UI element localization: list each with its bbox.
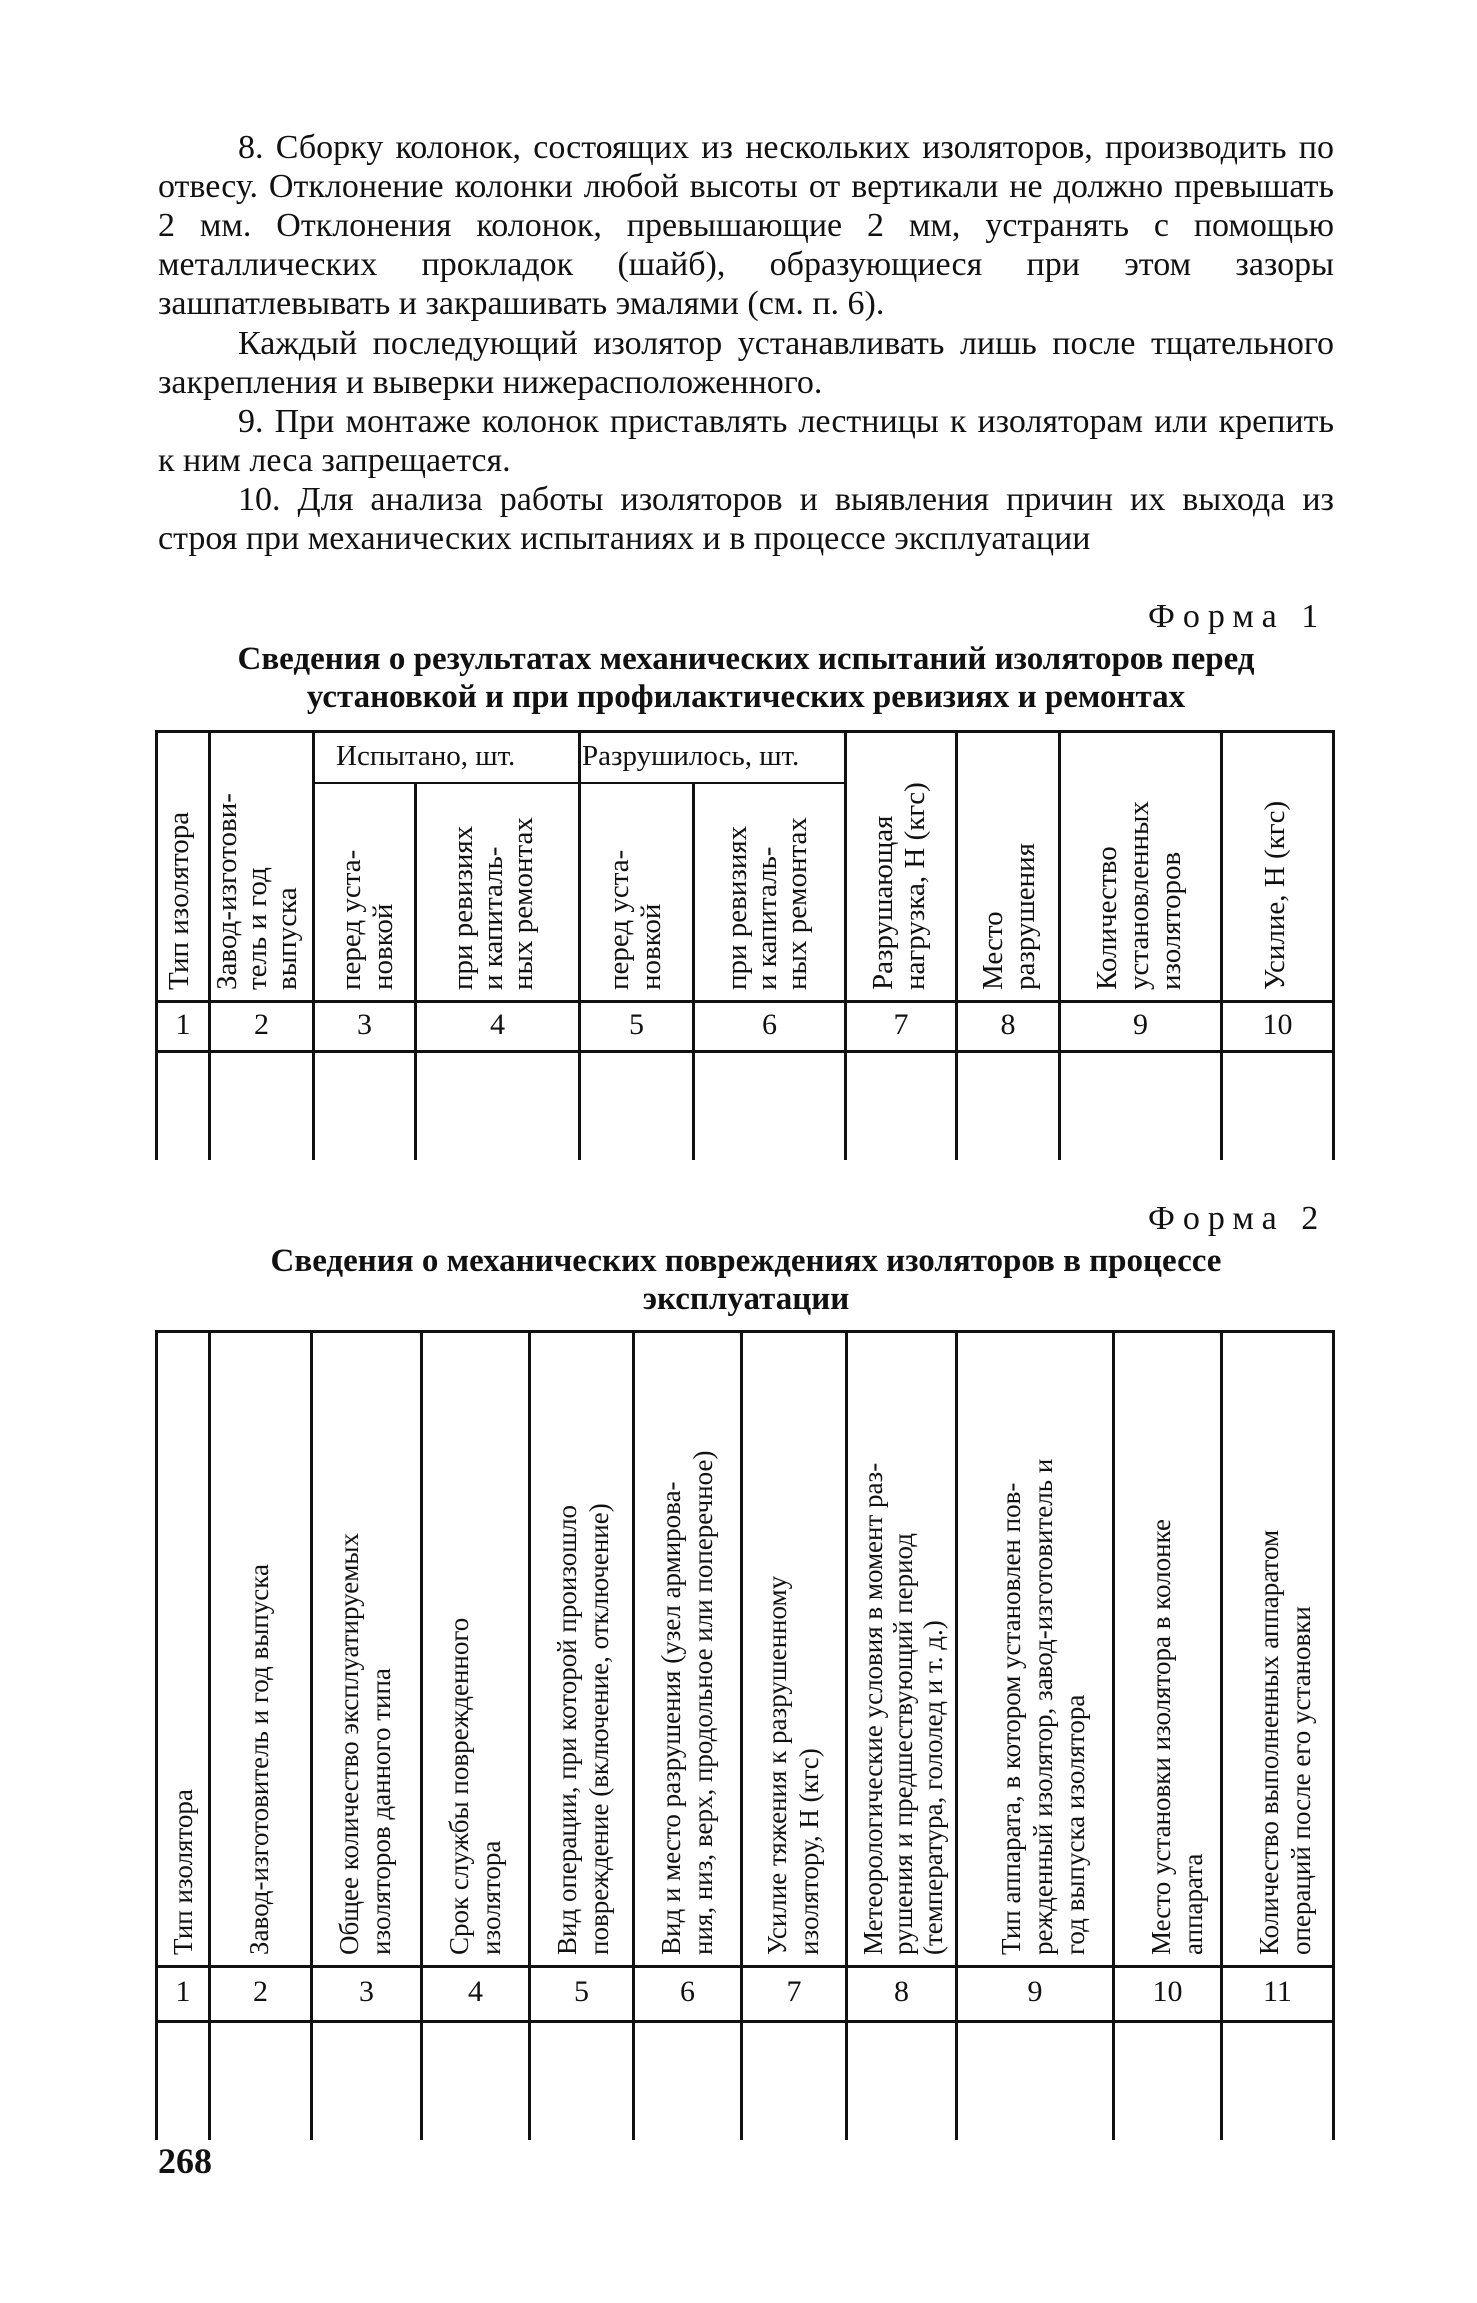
form1-col-tested-before-1: перед уста- (335, 849, 367, 990)
form1-num-8: 8 (1000, 1008, 1016, 1041)
form1-title: Сведения о результатах механических испытаний изоляторов перед установкой и при профилактических ревизиях и ремонтах (237, 641, 1255, 715)
form1-col-load-2: нагрузка, Н (кгс) (899, 782, 931, 990)
form1-col-tested-rev-3: ных ремонтах (507, 817, 539, 990)
form1-group-destroyed: Разрушилось, шт. (582, 740, 800, 772)
form2-col-operations-2: операций после его установки (1286, 1606, 1316, 1955)
form2-col-service-1: Срок службы поврежденного (444, 1617, 474, 1955)
paragraph-8-continued: Каждый последующий изолятор устанавливать лишь после тщательного закрепления и выверки нижерасположенного. (158, 325, 1334, 401)
form1-col-count-1: Количество (1091, 846, 1123, 990)
form2-col-position-1: Место установки изолятора в колонке (1146, 1518, 1176, 1955)
form2-num-7: 7 (786, 1975, 802, 2008)
form2-col-service-2: изолятора (476, 1840, 506, 1955)
form1-num-3: 3 (357, 1008, 372, 1041)
paragraph-9: 9. При монтаже колонок приставлять лестницы к изоляторам или крепить к ним леса запрещается. (158, 403, 1334, 479)
form1-num-1: 1 (175, 1008, 191, 1041)
paragraph-10: 10. Для анализа работы изоляторов и выявления причин их выхода из строя при механических испытаниях и в процессе эксплуатации (158, 481, 1334, 557)
form2-title: Сведения о механических повреждениях изоляторов в процессе эксплуатации (270, 1243, 1222, 1317)
form2-col-tension-2: изолятору, Н (кгс) (794, 1748, 824, 1955)
form1-col-place-1: Место (977, 911, 1009, 990)
form1-col-destroyed-before-2: новкой (635, 903, 667, 990)
form2-num-3: 3 (359, 1975, 374, 2008)
form1-col-destroyed-before-1: перед уста- (603, 849, 635, 990)
form2-num-5: 5 (574, 1975, 589, 2008)
form1-col-tested-before-2: новкой (367, 903, 399, 990)
form2-num-1: 1 (175, 1975, 191, 2008)
form1-num-4: 4 (490, 1008, 505, 1041)
form2-num-6: 6 (680, 1975, 695, 2008)
form2-col-weather-2: рушения и предшествующий период (888, 1532, 918, 1955)
form2-col-weather-3: (температура, гололед и т. д.) (918, 1620, 948, 1955)
form2-num-9: 9 (1027, 1975, 1043, 2008)
form1-num-10: 10 (1262, 1008, 1293, 1041)
form1-num-6: 6 (762, 1008, 777, 1041)
form1-label: Форма 1 (1148, 598, 1327, 635)
form2-col-type: Тип изолятора (168, 1789, 198, 1955)
form2-col-total-1: Общее количество эксплуатируемых (334, 1532, 364, 1955)
form2-col-damage-2: ния, низ, верх, продольное или поперечное) (688, 1450, 718, 1955)
form2-col-weather-1: Метеорологические условия в момент раз- (858, 1462, 888, 1955)
form1-col-maker-2: тель и год (241, 867, 273, 990)
form2-col-tension-1: Усилие тяжения к разрушенному (762, 1575, 792, 1955)
form2-num-10: 10 (1152, 1975, 1183, 2008)
form2-col-operation-2: повреждение (включение, отключение) (584, 1503, 614, 1955)
form1-col-maker-3: выпуска (271, 887, 303, 990)
paragraph-8: 8. Сборку колонок, состоящих из нескольких изоляторов, производить по отвесу. Отклонение колонки любой высоты от вертикали не должно превышать 2 мм. Отклонения колонок, превышающие 2 мм, устранять с помощью металлических прокладок (шайб), образующиеся при этом зазоры зашпатлевывать и закрашивать эмалями (см. п. 6). (158, 129, 1334, 322)
form1-num-5: 5 (629, 1008, 644, 1041)
form2-num-2: 2 (253, 1975, 268, 2008)
form1-col-destroyed-rev-2: и капиталь- (751, 846, 783, 990)
form1-col-destroyed-rev-3: ных ремонтах (781, 817, 813, 990)
form2-col-operation-1: Вид операции, при которой произошло (552, 1504, 582, 1955)
form1-col-maker-1: Завод-изготови- (211, 793, 243, 990)
form1-col-force: Усилие, Н (кгс) (1259, 800, 1291, 990)
form2-col-maker: Завод-изготовитель и год выпуска (244, 1564, 274, 1955)
form2-col-damage-1: Вид и место разрушения (узел армирова- (656, 1481, 686, 1955)
form2-num-8: 8 (894, 1975, 909, 2008)
form1-col-tested-rev-2: и капиталь- (477, 846, 509, 990)
form2-col-apparatus-2: режденный изолятор, завод-изготовитель и (1028, 1458, 1058, 1955)
page-number: 268 (158, 2141, 212, 2181)
form1-col-destroyed-rev-1: при ревизиях (721, 825, 753, 990)
form2-col-operations-1: Количество выполненных аппаратом (1254, 1529, 1284, 1955)
form2-col-apparatus-1: Тип аппарата, в котором установлен пов- (996, 1482, 1026, 1955)
form2-col-apparatus-3: год выпуска изолятора (1060, 1694, 1090, 1955)
form2-label: Форма 2 (1148, 1200, 1327, 1237)
form2-col-total-2: изоляторов данного типа (366, 1668, 396, 1955)
form1-col-type: Тип изолятора (163, 811, 195, 990)
form2-num-4: 4 (468, 1975, 483, 2008)
form1-group-tested: Испытано, шт. (336, 740, 516, 772)
form1-col-place-2: разрушения (1009, 842, 1041, 990)
form2-col-position-2: аппарата (1178, 1853, 1208, 1955)
form1-col-count-2: установленных (1123, 801, 1155, 990)
form1-num-9: 9 (1133, 1008, 1148, 1041)
form1-num-7: 7 (893, 1008, 909, 1041)
form1-col-count-3: изоляторов (1155, 851, 1187, 990)
form1-num-2: 2 (254, 1008, 269, 1041)
form1-col-load-1: Разрушающая (867, 815, 899, 990)
form2-num-11: 11 (1263, 1975, 1292, 2008)
form1-col-tested-rev-1: при ревизиях (447, 825, 479, 990)
